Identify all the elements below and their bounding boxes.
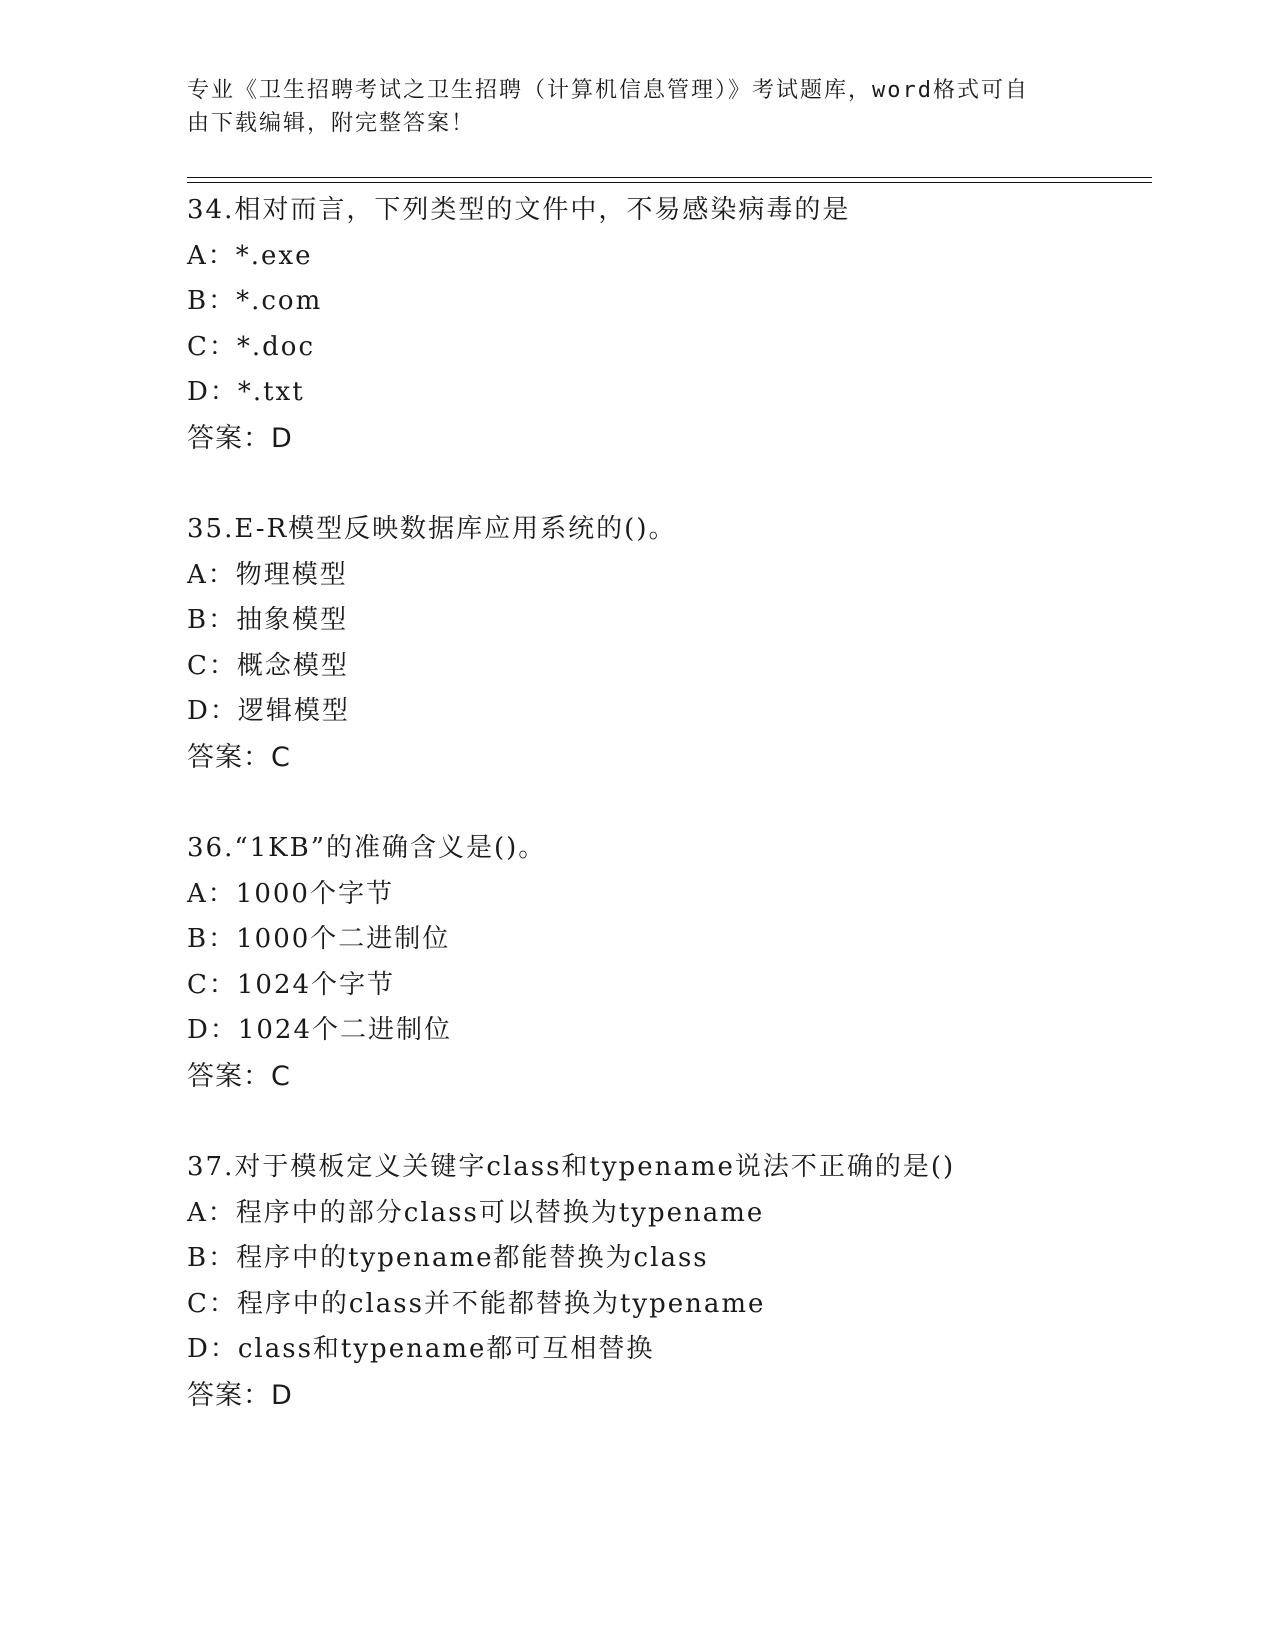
header-divider-top [187,177,1152,178]
question-37 [187,1145,1167,1419]
option-b: B：*.com [187,286,323,317]
answer-label: 答案：C [187,1060,291,1092]
question-35 [187,507,1167,781]
option-b: B：抽象模型 [187,605,349,636]
question-36 [187,826,1167,1100]
option-a: A：*.exe [187,240,313,271]
header-divider-bottom [187,182,1152,183]
document-header [187,74,1067,140]
header-line-1: 专业《卫生招聘考试之卫生招聘（计算机信息管理）》考试题库，word格式可自 [187,78,1029,103]
answer-label: 答案：D [187,422,293,454]
option-b: B：1000个二进制位 [187,924,451,955]
option-a: A：物理模型 [187,559,348,590]
option-a: A：1000个字节 [187,878,394,909]
answer-label: 答案：D [187,1379,293,1411]
option-d: D：*.txt [187,377,305,408]
option-d: D：逻辑模型 [187,696,350,727]
option-a: A：程序中的部分class可以替换为typename [187,1197,765,1228]
option-b: B：程序中的typename都能替换为class [187,1243,709,1274]
question-stem: 37.对于模板定义关键字class和typename说法不正确的是() [187,1152,956,1182]
answer-label: 答案：C [187,741,291,773]
question-stem: 35.E-R模型反映数据库应用系统的()。 [187,514,677,544]
option-c: C：程序中的class并不能都替换为typename [187,1288,766,1319]
option-c: C：1024个字节 [187,969,396,1000]
option-c: C：*.doc [187,331,316,362]
question-stem: 34.相对而言，下列类型的文件中，不易感染病毒的是 [187,195,851,225]
question-34 [187,188,1167,462]
header-line-2: 由下载编辑，附完整答案！ [187,111,476,136]
option-d: D：1024个二进制位 [187,1015,453,1046]
question-stem: 36.“1KB”的准确含义是()。 [187,833,547,863]
option-d: D：class和typename都可互相替换 [187,1334,655,1365]
option-c: C：概念模型 [187,650,349,681]
